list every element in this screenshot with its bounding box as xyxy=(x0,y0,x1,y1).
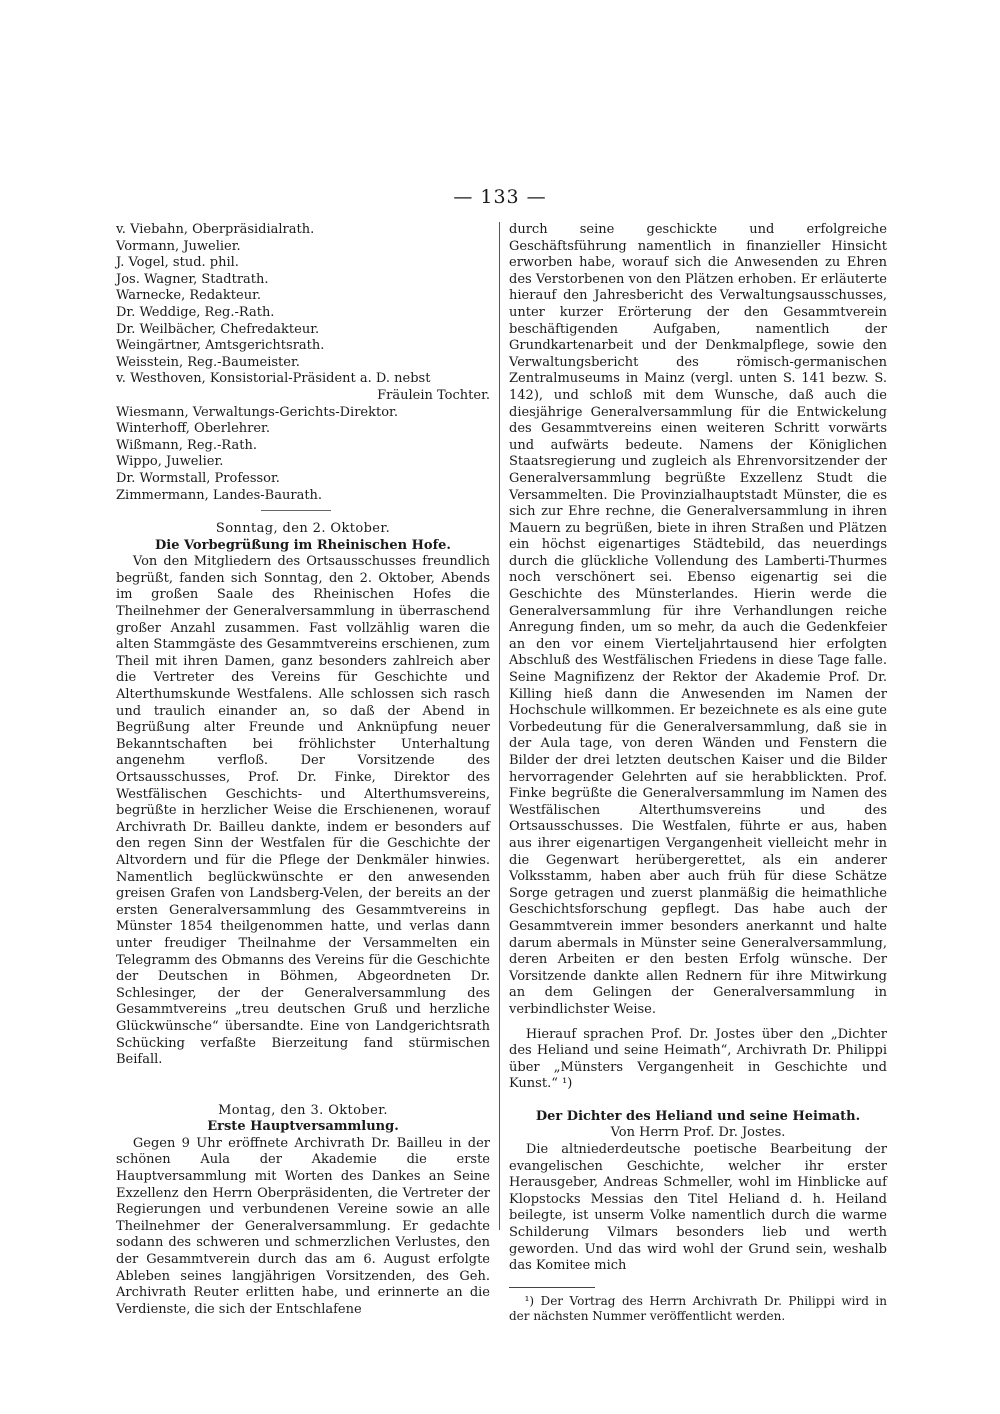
continuation-paragraph: durch seine geschickte und erfolgreiche Geschäftsführung namentlich in finanzieller Hinsicht erworben habe, worauf sich die Anwesenden zu Ehren des Verstorbenen von den Plätzen erhoben. Er erläuterte hierauf den Jahresbericht des Verwaltungsausschusses, unter kurzer Erörterung der den Gesammtverein beschäftigenden Aufgaben, namentlich der Grundkartenarbeit und der Denkmalpflege, sowie den Verwaltungsbericht des römisch-germanischen Zentralmuseums in Mainz (vergl. unten S. 141 bezw. S. 142), und schloß mit dem Wunsche, daß auch die diesjährige Generalversammlung für die Entwickelung des Gesammtvereins einen weiteren Schritt vorwärts und aufwärts bedeute. Namens der Königlichen Staatsregierung und zugleich als Ehrenvorsitzender der Generalversammlung begrüßte Exzellenz Studt die Versammelten. Die Provinzialhauptstadt Münster, die es sich zur Ehre rechne, die Generalversammlung in ihren Mauern zu begrüßen, biete in ihren Straßen und Plätzen ein höchst eigenartiges Städtebild, das neuerdings durch die glückliche Vollendung des Lamberti-Thurmes noch verschönert sei. Ebenso eigenartig sei die Geschichte des Münsterlandes. Hierin werde die Generalversammlung für ihre Verhandlungen reiche Anregung finden, um so mehr, da auch die Gedenkfeier an den vor einem Vierteljahrtausend hier erfolgten Abschluß des Westfälischen Friedens in diese Tage falle. Seine Magnifizenz der Rektor der Akademie Prof. Dr. Killing hieß dann die Anwesenden im Namen der Hochschule willkommen. Er bezeichnete es als eine gute Vorbedeutung für die Generalversammlung, daß sie in der Aula tage, von deren Wänden und Fenstern die Bilder der drei letzten deutschen Kaiser und die Bilder hervorragender Gelehrten auf sie herabblickten. Prof. Finke begrüßte die Generalversammlung im Namen des Westfälischen Alterthumsvereins und des Ortsausschusses. Die Westfalen, führte er aus, haben aus ihrer eigenartigen Vergangenheit vielleicht mehr in die Gegenwart herübergerettet, als ein anderer Volksstamm, haben aber auch früh für diese Schätze Sorge getragen und zuerst planmäßig die heimathliche Geschichtsforschung gepflegt. Das habe auch der Gesammtverein immer besonders anerkannt und halte darum abermals in Münster seine Generalversammlung, deren Arbeiten er den besten Erfolg wünsche. Der Vorsitzende dankte allen Rednern für ihre Mitwirkung an dem Gelingen der Generalversammlung in verbindlichster Weise. xyxy=(509,222,887,1017)
list-item: Dr. Weilbächer, Chefredakteur. xyxy=(116,321,320,337)
sunday-date: Sonntag, den 2. Oktober. xyxy=(215,521,391,537)
monday-date: Montag, den 3. Oktober. xyxy=(218,1102,388,1118)
list-item: Warnecke, Redakteur. xyxy=(116,288,262,304)
list-item: Wippo, Juwelier. xyxy=(116,454,224,470)
sunday-heading: Die Vorbegrüßung im Rheinischen Hofe. xyxy=(155,537,451,553)
list-item: Dr. Wormstall, Professor. xyxy=(116,470,280,486)
list-item: J. Vogel, stud. phil. xyxy=(116,255,239,271)
monday-paragraph: Gegen 9 Uhr eröffnete Archivrath Dr. Bailleu in der schönen Aula der Akademie die erste Hauptversammlung mit Worten des Dankes an Seine Exzellenz den Herrn Oberpräsidenten, die Vertreter der Regierungen und verbundenen Vereine sowie an alle Theilnehmer der Generalversammlung. Er gedachte sodann des schweren und schmerzlichen Verlustes, den der Gesammtverein durch das am 6. August erfolgte Ableben seines langjährigen Vorsitzenden, des Geh. Archivrath Reuter erlitten habe, und erinnerte an die Verdienste, die sich der Entschlafene xyxy=(116,1135,490,1317)
right-column xyxy=(509,222,887,1324)
list-item: Fräulein Tochter. xyxy=(377,387,490,403)
list-item: Wißmann, Reg.-Rath. xyxy=(116,437,257,453)
page-number: — 133 — xyxy=(453,186,547,208)
list-item: v. Westhoven, Konsistorial-Präsident a. D. nebst xyxy=(116,371,431,387)
monday-heading: Erste Hauptversammlung. xyxy=(207,1119,399,1135)
section-divider xyxy=(261,510,331,511)
article-paragraph: Die altniederdeutsche poetische Bearbeitung der evangelischen Geschichte, welcher ihr erster Herausgeber, Andreas Schmeller, wohl im Hinblicke auf Klopstocks Messias den Titel Heliand d. h. Heiland beilegte, ist unserm Volke namentlich durch die warme Schilderung Vilmars besonders lieb und werth geworden. Und das wird wohl der Grund sein, weshalb das Komitee mich xyxy=(509,1142,887,1274)
list-item: Wiesmann, Verwaltungs-Gerichts-Direktor. xyxy=(116,404,398,420)
speakers-paragraph: Hierauf sprachen Prof. Dr. Jostes über den „Dichter des Heliand und seine Heimath“, Archivrath Dr. Philippi über „Münsters Vergangenheit in Geschichte und Kunst.“ ¹) xyxy=(509,1026,887,1092)
article-byline: Von Herrn Prof. Dr. Jostes. xyxy=(610,1125,786,1141)
section-gap xyxy=(116,1069,490,1093)
list-item: Weingärtner, Amtsgerichtsrath. xyxy=(116,338,325,354)
paragraph-gap xyxy=(509,1019,887,1027)
article-title: Der Dichter des Heliand und seine Heimath. xyxy=(535,1108,861,1124)
left-column xyxy=(116,222,490,1318)
list-item: Dr. Weddige, Reg.-Rath. xyxy=(116,304,275,320)
list-item: Winterhoff, Oberlehrer. xyxy=(116,421,270,437)
list-item: v. Viebahn, Oberpräsidialrath. xyxy=(116,222,315,237)
footnote: ¹) Der Vortrag des Herrn Archivrath Dr. Philippi wird in der nächsten Nummer veröffentlicht werden. xyxy=(509,1293,887,1323)
list-item: Jos. Wagner, Stadtrath. xyxy=(116,271,269,287)
column-divider xyxy=(499,222,500,1230)
list-item: Zimmermann, Landes-Baurath. xyxy=(116,487,323,503)
sunday-paragraph: Von den Mitgliedern des Ortsausschusses freundlich begrüßt, fanden sich Sonntag, den 2. Oktober, Abends im großen Saale des Rheinischen Hofes die Theilnehmer der Generalversammlung in überraschend großer Anzahl zusammen. Fast vollzählig waren die alten Stammgäste des Gesammtvereins erschienen, zum Theil mit ihren Damen, ganz besonders zahlreich aber die Vertreter des Vereins für Geschichte und Alterthumskunde Westfalens. Alle schlossen sich rasch und traulich einander an, so daß der Abend in Begrüßung alter Freunde und Anknüpfung neuer Bekanntschaften bei fröhlichster Unterhaltung angenehm verfloß. Der Vorsitzende des Ortsausschusses, Prof. Dr. Finke, Direktor des Westfälischen Geschichts- und Alterthumsvereins, begrüßte in herzlicher Weise die Erschienenen, worauf Archivrath Dr. Bailleu dankte, indem er besonders auf den regen Sinn der Westfalen für die Geschichte der Altvordern und für die Pflege der Denkmäler hinwies. Namentlich beglückwünschte er den anwesenden greisen Grafen von Landsberg-Velen, der bereits an der ersten Generalversammlung des Gesammtvereins in Münster 1854 theilgenommen hatte, und verlas dann unter freudiger Theilnahme der Versammelten ein Telegramm des Obmanns des Vereins für die Geschichte der Deutschen in Böhmen, Abgeordneten Dr. Schlesinger, der der Generalversammlung des Gesammtvereins „treu deutschen Gruß und herzliche Glückwünsche“ übersandte. Eine von Landgerichtsrath Schücking verfaßte Bierzeitung fand stürmischen Beifall. xyxy=(116,554,490,1068)
footnote-rule xyxy=(509,1287,595,1288)
section-gap xyxy=(509,1093,887,1109)
list-item: Vormann, Juwelier. xyxy=(116,238,241,254)
member-list xyxy=(116,222,490,504)
list-item: Weisstein, Reg.-Baumeister. xyxy=(116,354,300,370)
